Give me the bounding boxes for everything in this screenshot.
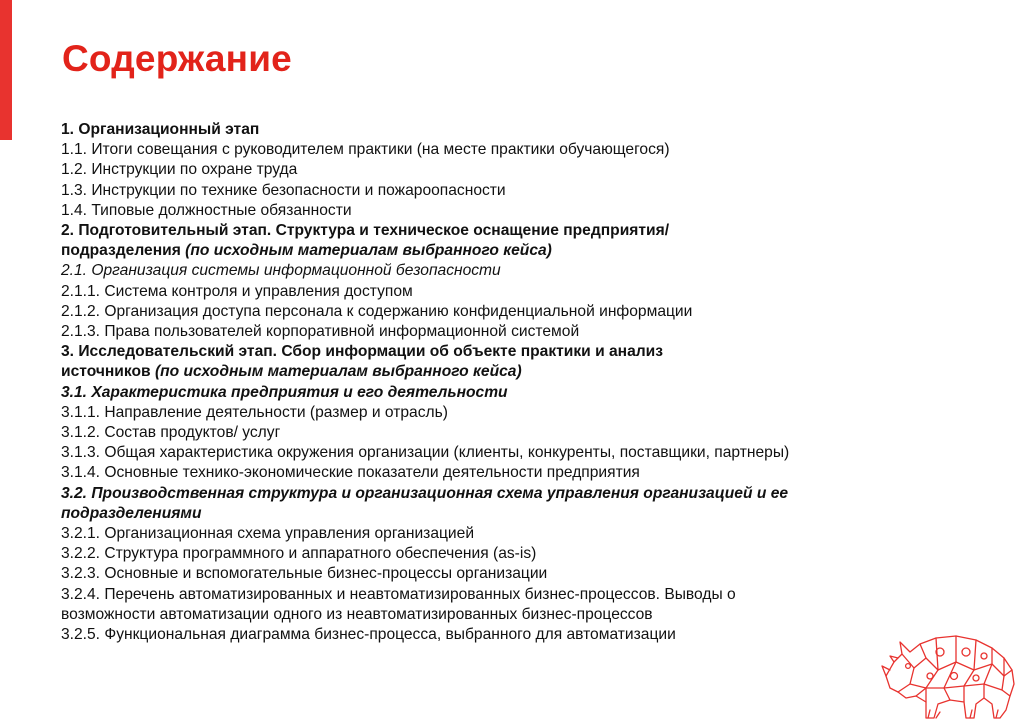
list-item: 1.2. Инструкции по охране труда — [61, 161, 298, 179]
rhino-logo-icon — [880, 618, 1020, 722]
section-3-heading-cont — [61, 362, 921, 382]
table-of-contents — [61, 120, 921, 645]
section-2-heading: 2. Подготовительный этап. Структура и техническое оснащение предприятия/ — [61, 222, 670, 240]
list-item: 3.2.4. Перечень автоматизированных и неавтоматизированных бизнес-процессов. Выводы о — [61, 585, 736, 603]
subsection-heading: 3.1. Характеристика предприятия и его деятельности — [61, 383, 508, 401]
page-title: Содержание — [62, 38, 292, 79]
list-item: 3.1.3. Общая характеристика окружения организации (клиенты, конкуренты, поставщики, партнеры) — [61, 444, 790, 462]
list-item: 2.1.1. Система контроля и управления доступом — [61, 282, 413, 300]
subsection-heading-cont: подразделениями — [61, 504, 202, 522]
section-3-heading-word: источников — [61, 363, 151, 381]
section-3-source-note: (по исходным материалам выбранного кейса) — [154, 363, 522, 381]
list-item: 1.3. Инструкции по технике безопасности и пожароопасности — [61, 181, 506, 199]
subsection-heading: 3.2. Производственная структура и организационная схема управления организацией и ее — [61, 484, 789, 502]
list-item: 2.1.3. Права пользователей корпоративной информационной системой — [61, 323, 580, 341]
section-1-heading: 1. Организационный этап — [61, 121, 260, 138]
section-2-heading-word: подразделения — [61, 242, 181, 260]
list-item: 1.4. Типовые должностные обязанности — [61, 201, 352, 219]
list-item: 3.2.2. Структура программного и аппаратного обеспечения (as-is) — [61, 545, 537, 563]
list-item: 1.1. Итоги совещания с руководителем практики (на месте практики обучающегося) — [61, 141, 670, 159]
list-item: 2.1.2. Организация доступа персонала к содержанию конфиденциальной информации — [61, 302, 693, 320]
section-3-heading: 3. Исследовательский этап. Сбор информации об объекте практики и анализ — [61, 343, 663, 361]
section-2-source-note: (по исходным материалам выбранного кейса) — [185, 242, 552, 260]
list-item-cont: возможности автоматизации одного из неавтоматизированных бизнес-процессов — [61, 605, 653, 623]
accent-bar — [0, 0, 12, 140]
list-item: 3.2.5. Функциональная диаграмма бизнес-процесса, выбранного для автоматизации — [61, 626, 676, 644]
list-item: 3.1.2. Состав продуктов/ услуг — [61, 424, 281, 442]
subsection-heading: 2.1. Организация системы информационной безопасности — [61, 262, 501, 280]
list-item: 3.1.4. Основные технико-экономические показатели деятельности предприятия — [61, 464, 640, 482]
list-item: 3.2.3. Основные и вспомогательные бизнес-процессы организации — [61, 565, 548, 583]
list-item: 3.1.1. Направление деятельности (размер и отрасль) — [61, 403, 448, 421]
list-item: 3.2.1. Организационная схема управления организацией — [61, 525, 475, 543]
section-2-heading-cont — [61, 241, 921, 261]
